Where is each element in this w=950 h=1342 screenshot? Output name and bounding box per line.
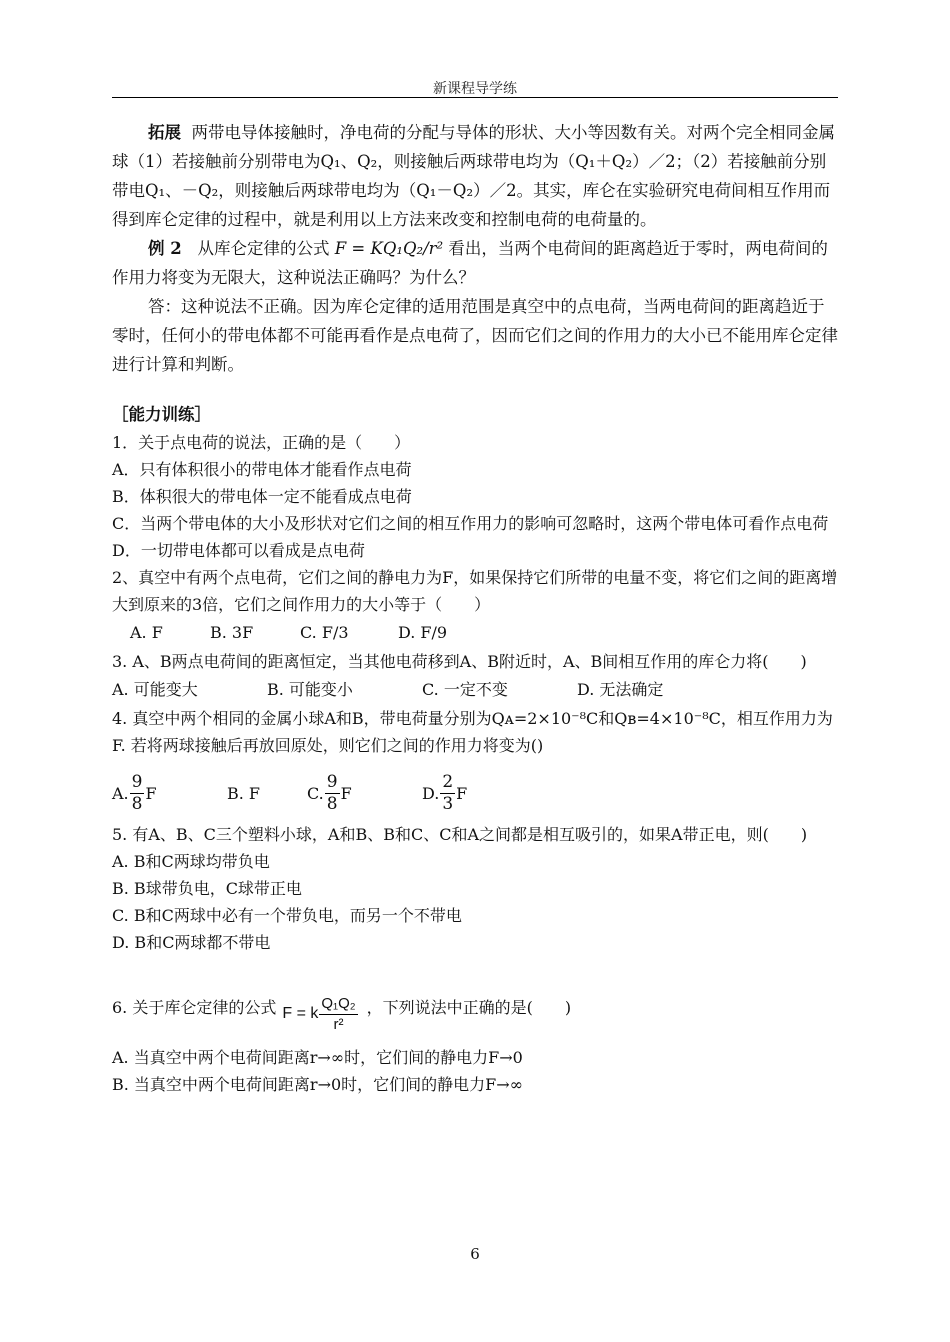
fraction-denominator: r² [333, 1015, 344, 1033]
question-1 [112, 429, 840, 564]
q5-option-d: D. B和C两球都不带电 [112, 933, 271, 952]
fraction-numerator: 9 [131, 771, 143, 792]
q3-option-d: D. 无法确定 [577, 680, 664, 699]
fraction-denominator: 8 [131, 793, 143, 814]
q1-option-d: D．一切带电体都可以看成是点电荷 [112, 541, 365, 560]
q4-option-c-suffix: F [340, 783, 352, 803]
q2-options [112, 618, 840, 648]
fraction-numerator: 2 [442, 771, 454, 792]
q4-stem: 4. 真空中两个相同的金属小球A和B，带电荷量分别为Qᴀ=2×10⁻⁸C和Qʙ=4×10⁻⁸C，相互作用力为F. 若将两球接触后再放回原处，则它们之间的作用力将变为() [112, 709, 833, 755]
q2-stem: 2、真空中有两个点电荷，它们之间的静电力为F，如果保持它们所带的电量不变，将它们之间的距离增大到原来的3倍，它们之间作用力的大小等于（ ） [112, 568, 838, 614]
q4-option-b-label: B. F [227, 783, 261, 803]
q6-formula-lhs: F = k [282, 1005, 319, 1022]
example2-formula: F = KQ₁Q₂/r² [334, 239, 444, 258]
question-5 [112, 821, 840, 956]
q4-option-d-label: D. [422, 783, 440, 803]
q2-option-a: A. F [130, 623, 163, 642]
q4-option-d-fraction [440, 772, 455, 815]
q4-option-a [112, 772, 227, 815]
q2-option-c: C. F/3 [300, 623, 349, 642]
expand-paragraph [112, 118, 840, 234]
q6-formula-fraction [319, 994, 357, 1035]
q1-option-a: A．只有体积很小的带电体才能看作点电荷 [112, 460, 412, 479]
page-header-title: 新课程导学练 [433, 81, 517, 97]
q5-option-c: C. B和C两球中必有一个带负电，而另一个不带电 [112, 906, 462, 925]
fraction-numerator: 9 [326, 771, 338, 792]
expand-text: 两带电导体接触时，净电荷的分配与导体的形状、大小等因数有关。对两个完全相同金属球（1）若接触前分别带电为Q₁、Q₂，则接触后两球带电均为（Q₁＋Q₂）／2；（2）若接触前分别带电Q₁、－Q₂，则接触后两球带电均为（Q₁－Q₂）／2。其实，库仑在实验研究电荷间相互作用而得到库仑定律的过程中，就是利用以上方法来改变和控制电荷的电荷量的。 [112, 123, 835, 229]
q3-options [112, 675, 840, 705]
q1-option-b: B．体积很大的带电体一定不能看成点电荷 [112, 487, 412, 506]
q5-option-a: A. B和C两球均带负电 [112, 852, 270, 871]
header-rule [112, 97, 838, 98]
q5-option-b: B. B球带负电，C球带正电 [112, 879, 302, 898]
example2-text-after: 看出，当两个电荷间的距离趋近于零时，两电荷间的作用力将变为无限大，这种说法正确吗？为什么？ [112, 239, 828, 287]
page-body [112, 118, 840, 1098]
q2-option-b: B. 3F [210, 623, 254, 642]
example2-paragraph [112, 234, 840, 292]
q4-option-c [307, 772, 422, 815]
q4-option-c-fraction [325, 772, 340, 815]
q3-stem: 3. A、B两点电荷间的距离恒定，当其他电荷移到A、B附近时，A、B间相互作用的库仑力将( ) [112, 652, 807, 671]
q4-option-d-suffix: F [456, 783, 468, 803]
q4-option-a-fraction [130, 772, 145, 815]
q3-option-c: C. 一定不变 [422, 680, 508, 699]
question-2 [112, 564, 840, 648]
fraction-denominator: 3 [442, 793, 454, 814]
section-title: ［能力训练］ [112, 405, 211, 424]
q5-stem: 5. 有A、B、C三个塑料小球，A和B、B和C、C和A之间都是相互吸引的，如果A带正电，则( ) [112, 825, 808, 844]
q4-option-d [422, 772, 467, 815]
example2-text-before: 从库仑定律的公式 [197, 239, 330, 258]
q4-option-a-suffix: F [145, 783, 157, 803]
q6-option-a: A. 当真空中两个电荷间距离r→∞时，它们间的静电力F→0 [112, 1048, 523, 1067]
q3-option-a: A. 可能变大 [112, 680, 198, 699]
page-number: 6 [470, 1245, 480, 1263]
q4-option-c-label: C. [307, 783, 324, 803]
q6-stem-after: ，下列说法中正确的是( ) [366, 997, 572, 1017]
q4-option-b [227, 784, 307, 803]
fraction-numerator: Q₁Q₂ [319, 994, 357, 1015]
q1-stem: 1．关于点电荷的说法，正确的是（ ） [112, 433, 411, 452]
question-3 [112, 648, 840, 705]
question-6 [112, 976, 840, 1098]
q2-option-d: D. F/9 [398, 623, 448, 642]
expand-label: 拓展 [148, 123, 181, 142]
example2-label: 例 2 [148, 239, 182, 258]
q6-stem-before: 6. 关于库仑定律的公式 [112, 997, 277, 1017]
q6-formula [282, 994, 358, 1035]
q1-option-c: C．当两个带电体的大小及形状对它们之间的相互作用力的影响可忽略时，这两个带电体可看作点电荷 [112, 514, 829, 533]
q3-option-b: B. 可能变小 [267, 680, 353, 699]
question-4 [112, 705, 840, 821]
q4-options [112, 765, 840, 821]
q4-option-a-label: A. [112, 783, 129, 803]
example2-answer: 答：这种说法不正确。因为库仑定律的适用范围是真空中的点电荷，当两电荷间的距离趋近于零时，任何小的带电体都不可能再看作是点电荷了，因而它们之间的作用力的大小已不能用库仑定律进行计算和判断。 [112, 297, 838, 374]
fraction-denominator: 8 [326, 793, 338, 814]
q6-option-b: B. 当真空中两个电荷间距离r→0时，它们间的静电力F→∞ [112, 1075, 524, 1094]
q6-stem [112, 976, 840, 1036]
